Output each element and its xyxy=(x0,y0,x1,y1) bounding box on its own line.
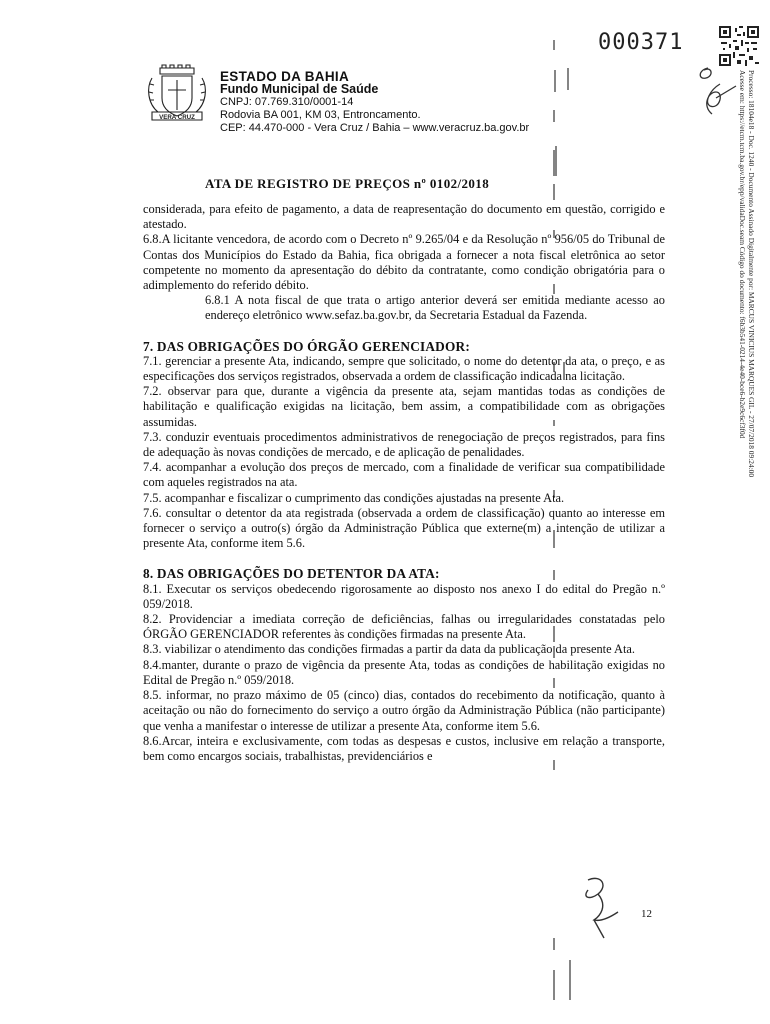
paragraph: 7.4. acompanhar a evolução dos preços de mercado, com a finalidade de verificar sua compatibilidade com aqueles registrados na ata. xyxy=(143,460,665,490)
paragraph: 7.3. conduzir eventuais procedimentos administrativos de renegociação de preços registrados, para fins de adequação às novas condições de mercado, e de aplicação de penalidades. xyxy=(143,429,665,460)
cnpj: CNPJ: 07.769.310/0001-14 xyxy=(220,96,354,108)
cep-website: CEP: 44.470-000 - Vera Cruz / Bahia – www.veracruz.ba.gov.br xyxy=(220,122,530,134)
letterhead xyxy=(220,70,529,135)
page-number: 12 xyxy=(641,908,652,920)
stamp-number: 000371 xyxy=(598,30,684,55)
signature-bottom xyxy=(568,872,634,942)
paragraph: 6.8.1 A nota fiscal de que trata o artigo anterior deverá ser emitida mediante acesso ao endereço eletrônico www.sefaz.ba.gov.br, da Secretaria Estadual da Fazenda. xyxy=(205,293,665,323)
digital-signature-side-text xyxy=(738,70,758,580)
section-heading: 7. DAS OBRIGAÇÕES DO ÓRGÃO GERENCIADOR: xyxy=(143,338,470,354)
section-heading: 8. DAS OBRIGAÇÕES DO DETENTOR DA ATA: xyxy=(143,566,440,582)
municipal-crest-logo xyxy=(146,64,208,124)
document-title: ATA DE REGISTRO DE PREÇOS nº 0102/2018 xyxy=(205,176,490,191)
qr-code-icon xyxy=(719,26,759,66)
paragraph: 7.6. consultar o detentor da ata registrada (observada a ordem de classificação) quanto ao interesse em fornecer o serviço a outro(s) órgão da Administração Pública que externe(m) a intenção de utilizar a presente Ata, conforme item 5.6. xyxy=(143,505,665,551)
fund-name: Fundo Municipal de Saúde xyxy=(220,82,379,96)
crest-label: VERA CRUZ xyxy=(159,114,195,121)
paragraph: 8.4.manter, durante o prazo de vigência da presente Ata, todas as condições de habilitação exigidas no Edital de Pregão n.º 059/2018. xyxy=(143,657,665,687)
state-name: ESTADO DA BAHIA xyxy=(220,69,349,84)
paragraph: 7.5. acompanhar e fiscalizar o cumprimento das condições ajustadas na presente Ata. xyxy=(143,490,565,505)
paragraph: considerada, para efeito de pagamento, a data de reapresentação do documento em questão, corrigido e atestado. xyxy=(143,202,665,232)
paragraph: 8.2. Providenciar a imediata correção de deficiências, falhas ou irregularidades constatadas pelo ÓRGÃO GERENCIADOR referentes às condições firmadas na presente Ata. xyxy=(143,612,665,642)
paragraph: 8.3. viabilizar o atendimento das condições firmadas a partir da data da publicação da presente Ata. xyxy=(143,642,635,657)
paragraph: 8.5. informar, no prazo máximo de 05 (cinco) dias, contados do recebimento da notificação, quanto à aceitação ou não do fornecimento do serviço a outro órgão da Administração Pública (não participante) que venha a manifestar o interesse de utilizar a presente Ata, conforme item 5.6. xyxy=(143,688,665,733)
paragraph: 6.8.A licitante vencedora, de acordo com o Decreto nº 9.265/04 e da Resolução nº 956/05 do Tribunal de Contas dos Municípios do Estado da Bahia, fica obrigada a fornecer a nota fiscal eletrônica ao setor competente no momento da apresentação do débito da contratante, como condição obrigatória para o adimplemento do referido débito. xyxy=(143,232,665,293)
paragraph: 7.1. gerenciar a presente Ata, indicando, sempre que solicitado, o nome do detentor da ata, o preço, e as especificações dos serviços registrados, observada a ordem de classificação indicada na licitação. xyxy=(143,353,665,384)
side-text-line: Processo: 18104e18 - Doc. 1240 - Documento Assinado Digitalmente por: MARCUS VINICIUS MARQUES GIL - 27/07/2018 09:24:00 xyxy=(747,70,756,478)
document-body xyxy=(143,202,665,764)
paragraph: 8.6.Arcar, inteira e exclusivamente, com todas as despesas e custos, inclusive em relação a transporte, bem como encargos sociais, trabalhistas, previdenciários e xyxy=(143,733,665,763)
address: Rodovia BA 001, KM 03, Entroncamento. xyxy=(220,109,421,121)
paragraph: 7.2. observar para que, durante a vigência da presente ata, sejam mantidas todas as condições de habilitação e qualificação exigidas na licitação, bem assim, a compatibilidade com as obrigações assumidas. xyxy=(143,384,665,429)
paragraph: 8.1. Executar os serviços obedecendo rigorosamente ao disposto nos anexo I do edital do Pregão n.º 059/2018. xyxy=(143,581,665,611)
side-text-line: Acesse em: https://etcm.tcm.ba.gov.br/epp/validaDoc.seam Código do documento: f6b3b541-0214-4e40-bce6-b2e9c6cf3f0d xyxy=(738,70,747,439)
